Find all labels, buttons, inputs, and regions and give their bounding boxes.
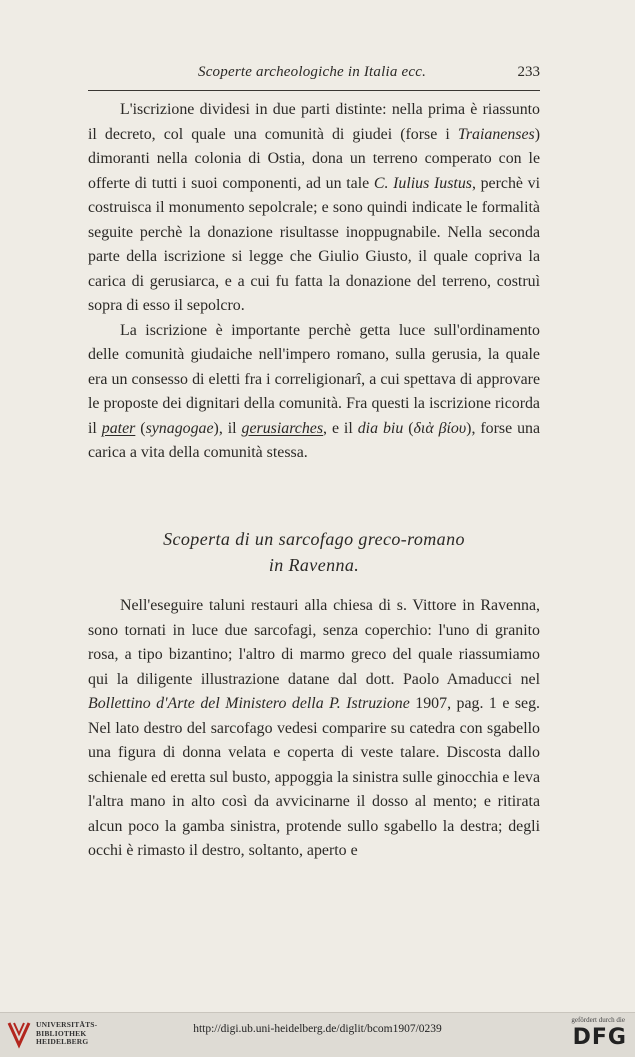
header-rule [88,90,540,91]
text-block-1 [88,98,540,466]
page-header [88,64,540,86]
running-title: Scoperte archeologiche in Italia ecc. [198,64,427,80]
paragraph: La iscrizione è importante perchè getta luce sull'ordinamento delle comunità giudaiche nell'impero romano, sulla gerusia, la quale era un consesso di eletti fra i correligionarî, a cui spettava di approvare le proposte dei dignitari della comunità. Fra questi la iscrizione ricorda il pater (synagogae), il gerusiarches, e il dia biu (διὰ βίου), forse una carica a vita della comunità stessa. [88,321,541,461]
paragraph: Nell'eseguire taluni restauri alla chiesa di s. Vittore in Ravenna, sono tornati in luce due sarcofagi, senza coperchio: l'uno di granito rosa, a tipo bizantino; l'altro di marmo greco del quale riassumiamo qui la diligente illustrazione datane dal dott. Paolo Amaducci nel Bollettino d'Arte del Ministero della P. Istruzione 1907, pag. 1 e seg. Nel lato destro del sarcofago vedesi comparire su catedra con sgabello una figura di donna velata e coperta di veste talare. Discosta dallo schienale ed eretta sul busto, appoggia la sinistra sulle ginocchia e leva l'altra mano in alto così da avvicinarne il dosso al mento; e ritirata alcun poco la gamba sinistra, protende sullo sgabello la destra; degli occhi è rimasto il destro, soltanto, aperto e [88,597,541,859]
heading-line: in Ravenna. [268,555,360,575]
paragraph: L'iscrizione dividesi in due parti distinte: nella prima è riassunto il decreto, col quale una comunità di giudei (forse i Traianenses) dimoranti nella colonia di Ostia, dona un terreno comperato con le offerte di tutti i suoi componenti, ad un tale C. Iulius Iustus, perchè vi costruisca il monumento sepolcrale; e sono quindi indicate le formalità seguite perchè la donazione risultasse inoppugnabile. Nella seconda parte della iscrizione si legge che Giulio Giusto, il quale copriva la carica di gerusiarca, e a cui fu fatta la donazione del terreno, costruì sopra di esso il sepolcro. [88,101,540,314]
library-name: UNIVERSITÄTS- BIBLIOTHEK HEIDELBERG [36,1020,98,1046]
page-number: 233 [517,64,540,80]
dfg-logo: DFG [572,1025,627,1050]
section-heading [88,526,540,578]
heading-line: Scoperta di un sarcofago greco-romano [163,529,465,549]
funded-by-label: gefördert durch die [571,1016,625,1024]
permalink-link[interactable]: http://digi.ub.uni-heidelberg.de/diglit/bcom1907/0239 [193,1023,442,1035]
text-block-2 [88,594,540,864]
